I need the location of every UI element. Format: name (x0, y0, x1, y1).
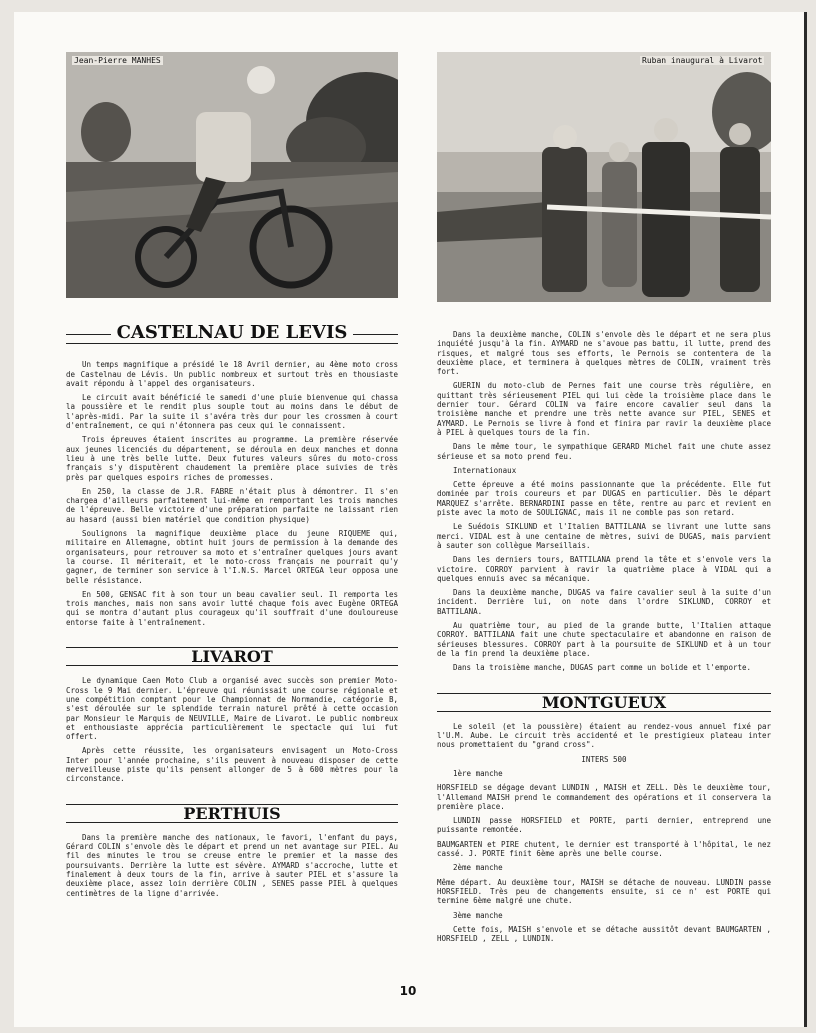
castelnau-paragraph: En 500, GENSAC fit à son tour un beau cavalier seul. Il remporta les trois manches, mais non sans avoir lutté chaque fois avec Eugène ORTEGA qui se montra d'autant plus courageux qu'il souffrait d'une douloureuse entorse faite à l'entraînement. (66, 589, 398, 627)
perthuis-heading (66, 798, 398, 823)
internationaux-subheading: Internationaux (453, 465, 517, 475)
photo-caption-left: Jean-Pierre MANHES (74, 56, 161, 65)
perthuis-paragraph: GUERIN du moto-club de Pernes fait une course très régulière, en quittant très sérieusement PIEL qui lui cède la troisième place dans le dernier tour. Gérard COLIN va faire encore cavalier seul dans la troisième manche et prendre une très nette avance sur PIEL, SENES et AYMARD. Le Pernois se livre à fond et finira par ravir la deuxième place à PIEL à quelques tours de la fin. (437, 381, 771, 437)
photo-ribbon (437, 52, 771, 302)
castelnau-paragraph: Le circuit avait bénéficié le samedi d'une pluie bienvenue qui chassa la poussière et le rendit plus souple tout au moins dans le début de l'après-midi. Par la suite il s'avéra très dur pour les crossmen à court d'entraînement, ce qui n'étonnera pas ceux qui le connaissent. (66, 393, 398, 431)
internationaux-paragraph: Le Suédois SIKLUND et l'Italien BATTILANA se livrant une lutte sans merci. VIDAL est à une centaine de mètres, suivi de DUGAS, mais parvient à sauter son collègue Marseillais. (437, 522, 771, 550)
photo-rider (66, 52, 398, 298)
montgueux-paragraph: BAUMGARTEN et PIRE chutent, le dernier est transporté à l'hôpital, le nez cassé. J. PORTE finit 6ème après une belle course. (437, 839, 771, 859)
castelnau-heading (66, 322, 398, 350)
photo-rider-image (66, 52, 398, 298)
livarot-title: LIVAROT (191, 647, 273, 667)
montgueux-title: MONTGUEUX (541, 692, 667, 712)
montgueux-paragraph: Le soleil (et la poussière) étaient au rendez-vous annuel fixé par l'U.M. Aube. Le circuit très accidenté et le prestigieux plateau inter nous promettaient du "grand cross". (437, 721, 771, 750)
livarot-paragraph: Le dynamique Caen Moto Club a organisé avec succès son premier Moto-Cross le 9 Mai dernier. L'épreuve qui réunissait une course régionale et une compétition comptant pour le Championnat de Normandie, catégorie B, s'est déroulée sur le splendide terrain naturel prêté à cette occasion par Monsieur le Marquis de NEUVILLE, Maire de Livarot. Le public nombreux et enthousiaste apprécia particulièrement le spectacle qui lui fut offert. (66, 676, 398, 742)
montgueux-paragraph: HORSFIELD se dégage devant LUNDIN , MAISH et ZELL. Dès le deuxième tour, l'Allemand MAISH prend le commandement des opérations et il conservera la première place. (437, 783, 771, 811)
manche-3-label: 3ème manche (453, 910, 503, 920)
castelnau-rule-bottom (66, 343, 398, 344)
montgueux-paragraph: Même départ. Au deuxième tour, MAISH se détache de nouveau. LUNDIN passe HORSFIELD. Très peu de changements ensuite, si ce n' est PORTE qui termine 6ème malgré une chute. (437, 877, 771, 906)
photo-caption-right: Ruban inaugural à Livarot (642, 56, 763, 65)
page-number: 10 (399, 984, 417, 998)
castelnau-paragraph: En 250, la classe de J.R. FABRE n'était plus à démontrer. Il s'en chargea d'ailleurs parfaitement lui-même en remportant les trois manches de l'épreuve. Belle victoire d'une préparation parfaite ne laissant rien au hasard (aussi bien matériel que condition physique) (66, 486, 398, 524)
manche-2-label: 2ème manche (453, 863, 503, 873)
internationaux-paragraph: Dans la deuxième manche, DUGAS va faire cavalier seul à la suite d'un incident. Derrière lui, on note dans l'ordre SIKLUND, CORROY et BATTILANA. (437, 588, 771, 616)
montgueux-heading (437, 687, 771, 712)
inters-500-subheading: INTERS 500 (581, 754, 627, 764)
right-column (437, 330, 771, 948)
castelnau-paragraph: Un temps magnifique a présidé le 18 Avril dernier, au 4ème moto cross de Castelnau de Lévis. Un public nombreux et surtout très en thousiaste avait répondu à l'appel des organisateurs. (66, 360, 398, 388)
castelnau-title: CASTELNAU DE LEVIS (111, 322, 354, 343)
livarot-paragraph: Après cette réussite, les organisateurs envisagent un Moto-Cross Inter pour l'année prochaine, s'ils peuvent à nouveau disposer de cette merveilleuse piste qu'ils pensent allonger de 5 à 600 mètres pour la circonstance. (66, 746, 398, 784)
internationaux-paragraph: Dans la troisième manche, DUGAS part comme un bolide et l'emporte. (453, 663, 752, 673)
left-column (66, 322, 398, 903)
internationaux-paragraph: Au quatrième tour, au pied de la grande butte, l'Italien attaque CORROY. BATTILANA fait une chute spectaculaire et abandonne en raison de sérieuses blessures. CORROY part à la poursuite de SIKLUND et à un tour de la fin prend la deuxième place. (437, 621, 771, 658)
castelnau-paragraph: Trois épreuves étaient inscrites au programme. La première réservée aux jeunes licenciés du département, se déroula en deux manches et donna lieu à une très belle lutte. Deux futures valeurs sûres du moto-cross français s'y disputèrent chaudement la première place suivies de très près par quelques espoirs riches de promesses. (66, 435, 398, 482)
montgueux-paragraph: LUNDIN passe HORSFIELD et PORTE, parti dernier, entreprend une puissante remontée. (437, 816, 771, 835)
montgueux-paragraph: Cette fois, MAISH s'envole et se détache aussitôt devant BAUMGARTEN , HORSFIELD , ZELL , LUNDIN. (437, 924, 771, 944)
perthuis-paragraph: Dans la deuxième manche, COLIN s'envole dès le départ et ne sera plus inquiété jusqu'à la fin. AYMARD ne s'avoue pas battu, il lutte, prend des risques, et malgré tous ses efforts, le Pernois se contentera de la deuxième place, et terminera à quelques mètres de COLIN, vraiment très fort. (437, 330, 771, 377)
perthuis-title: PERTHUIS (183, 803, 281, 823)
internationaux-paragraph: Dans les derniers tours, BATTILANA prend la tête et s'envole vers la victoire. CORROY parvient à ravir la quatrième place à VIDAL qui a quelques ennuis avec sa mécanique. (437, 555, 771, 583)
manche-1-label: 1ère manche (453, 768, 503, 778)
perthuis-paragraph: Dans la première manche des nationaux, le favori, l'enfant du pays, Gérard COLIN s'envole dès le départ et prend un net avantage sur PIEL. Au fil des minutes le trou se creuse entre le premier et la masse des poursuivants. Derrière la lutte est sévère. AYMARD s'accroche, lutte et finalement à deux tours de la fin, arrive à sauter PIEL et s'assure la deuxième place, assez loin derrière COLIN , SENES passe PIEL à quelques centimètres de la ligne d'arrivée. (66, 832, 398, 898)
perthuis-paragraph: Dans le même tour, le sympathique GERARD Michel fait une chute assez sérieuse et sa moto prend feu. (437, 442, 771, 461)
photo-ribbon-image (437, 52, 771, 302)
livarot-heading (66, 641, 398, 666)
internationaux-paragraph: Cette épreuve a été moins passionnante que la précédente. Elle fut dominée par trois coureurs et par DUGAS en particulier. Dès le départ MARQUEZ s'arrête. BERNARDINI passe en tête, rentre au parc et revient en piste avec la moto de SOULIGNAC, mais il ne comble pas son retard. (437, 480, 771, 518)
castelnau-paragraph: Soulignons la magnifique deuxième place du jeune RIQUEME qui, militaire en Allemagne, obtint huit jours de permission à la demande des organisateurs, pour retrouver sa moto et s'entraîner quelques jours avant la course. Il mériterait, et le moto-cross français ne pourrait qu'y gagner, de terminer son service à l'I.N.S. Marcel ORTEGA leur opposa une belle résistance. (66, 529, 398, 585)
